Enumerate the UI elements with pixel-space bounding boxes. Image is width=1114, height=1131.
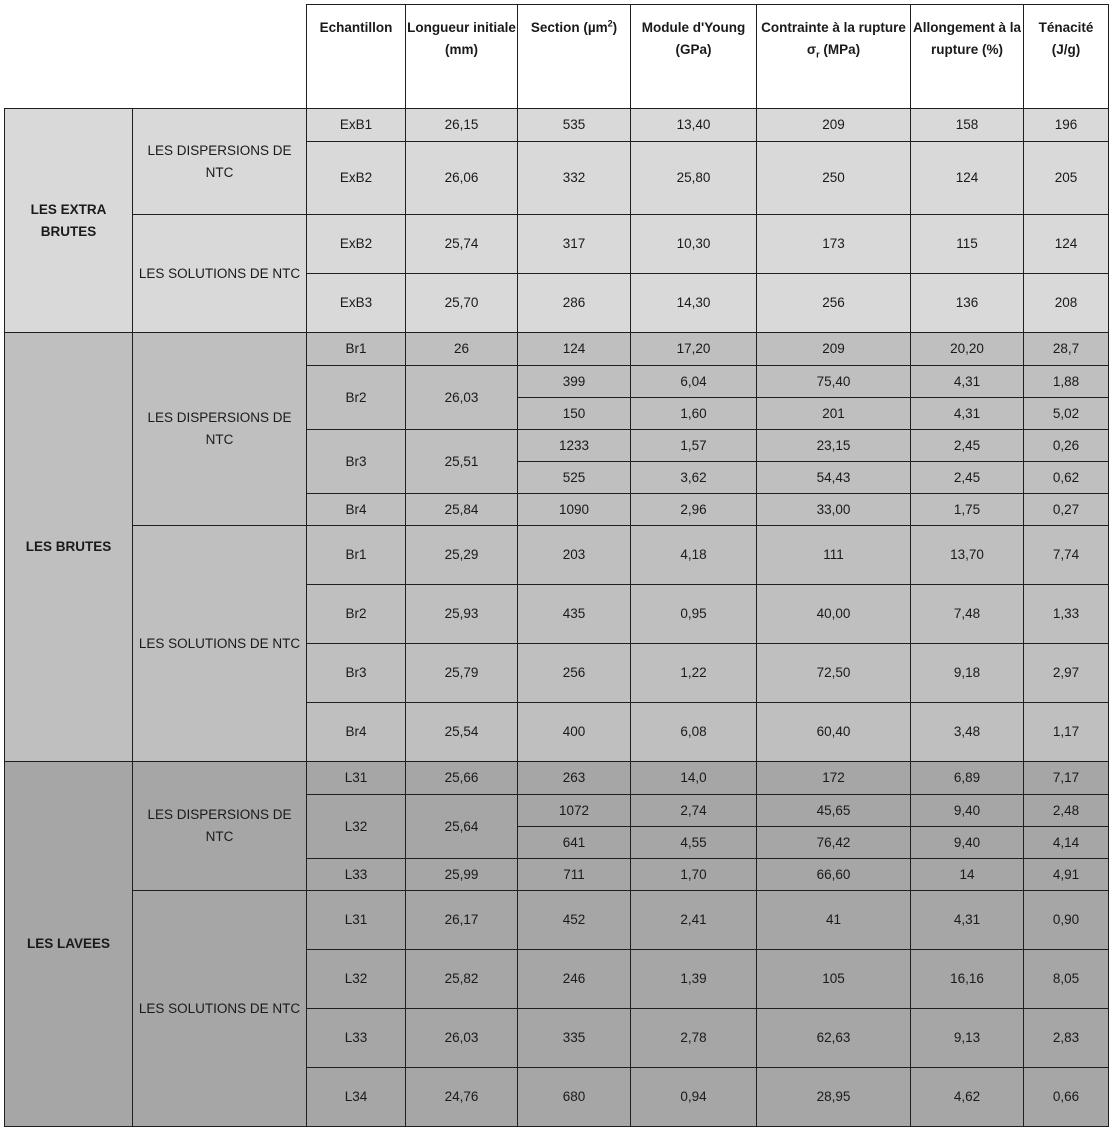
- cell-tenacite: 5,02: [1024, 398, 1109, 430]
- cell-echantillon: Br3: [307, 644, 406, 703]
- cell-tenacite: 0,27: [1024, 494, 1109, 526]
- cell-module: 0,95: [631, 585, 757, 644]
- cell-section: 452: [518, 891, 631, 950]
- cell-longueur: 25,93: [406, 585, 518, 644]
- subgroup-label: LES SOLUTIONS DE NTC: [133, 891, 307, 1127]
- cell-tenacite: 7,17: [1024, 762, 1109, 795]
- cell-echantillon: L33: [307, 1009, 406, 1068]
- cell-section: 317: [518, 215, 631, 274]
- cell-echantillon: Br3: [307, 430, 406, 494]
- cell-allongement: 4,31: [911, 398, 1024, 430]
- cell-module: 4,18: [631, 526, 757, 585]
- cell-longueur: 25,51: [406, 430, 518, 494]
- subgroup-label: LES SOLUTIONS DE NTC: [133, 526, 307, 762]
- header-section: [518, 5, 631, 109]
- cell-contrainte: 45,65: [757, 795, 911, 827]
- cell-longueur: 26,17: [406, 891, 518, 950]
- cell-tenacite: 196: [1024, 109, 1109, 142]
- cell-tenacite: 28,7: [1024, 333, 1109, 366]
- cell-allongement: 4,31: [911, 366, 1024, 398]
- cell-longueur: 24,76: [406, 1068, 518, 1127]
- header-tenacite-text: Ténacité (J/g): [1038, 20, 1094, 57]
- header-row: [5, 5, 1109, 109]
- cell-tenacite: 0,62: [1024, 462, 1109, 494]
- header-section-sup: 2: [607, 18, 613, 29]
- cell-module: 6,08: [631, 703, 757, 762]
- cell-section: 256: [518, 644, 631, 703]
- table-row: [5, 526, 1109, 585]
- cell-tenacite: 205: [1024, 142, 1109, 215]
- cell-section: 680: [518, 1068, 631, 1127]
- header-echantillon-text: Echantillon: [319, 20, 393, 35]
- cell-module: 1,60: [631, 398, 757, 430]
- cell-tenacite: 1,33: [1024, 585, 1109, 644]
- cell-echantillon: Br1: [307, 526, 406, 585]
- results-table: [4, 4, 1109, 1127]
- cell-module: 25,80: [631, 142, 757, 215]
- header-contrainte-sub: r: [816, 49, 820, 60]
- group-extra-brutes: [5, 109, 1109, 333]
- cell-longueur: 25,74: [406, 215, 518, 274]
- cell-module: 2,78: [631, 1009, 757, 1068]
- cell-allongement: 9,40: [911, 795, 1024, 827]
- cell-echantillon: L32: [307, 795, 406, 859]
- cell-module: 13,40: [631, 109, 757, 142]
- header-contrainte-prefix: Contrainte à la rupture σ: [761, 20, 906, 57]
- header-longueur: [406, 5, 518, 109]
- cell-contrainte: 172: [757, 762, 911, 795]
- subgroup-label: LES DISPERSIONS DE NTC: [133, 333, 307, 526]
- cell-module: 2,96: [631, 494, 757, 526]
- cell-module: 0,94: [631, 1068, 757, 1127]
- cell-tenacite: 208: [1024, 274, 1109, 333]
- group-lavees: [5, 762, 1109, 1127]
- cell-contrainte: 62,63: [757, 1009, 911, 1068]
- header-allongement: [911, 5, 1024, 109]
- cell-allongement: 2,45: [911, 430, 1024, 462]
- cell-allongement: 20,20: [911, 333, 1024, 366]
- cell-longueur: 25,29: [406, 526, 518, 585]
- cell-section: 263: [518, 762, 631, 795]
- cell-allongement: 3,48: [911, 703, 1024, 762]
- cell-module: 1,70: [631, 859, 757, 891]
- cell-contrainte: 209: [757, 333, 911, 366]
- table-row: [5, 762, 1109, 795]
- cell-contrainte: 23,15: [757, 430, 911, 462]
- cell-contrainte: 33,00: [757, 494, 911, 526]
- cell-contrainte: 173: [757, 215, 911, 274]
- table-row: [5, 215, 1109, 274]
- header-tenacite: [1024, 5, 1109, 109]
- cell-echantillon: ExB1: [307, 109, 406, 142]
- cell-contrainte: 105: [757, 950, 911, 1009]
- cell-tenacite: 4,91: [1024, 859, 1109, 891]
- subgroup-label: LES DISPERSIONS DE NTC: [133, 109, 307, 215]
- cell-section: 641: [518, 827, 631, 859]
- cell-echantillon: L34: [307, 1068, 406, 1127]
- cell-allongement: 9,13: [911, 1009, 1024, 1068]
- cell-section: 1090: [518, 494, 631, 526]
- cell-tenacite: 0,66: [1024, 1068, 1109, 1127]
- header-blank: [5, 5, 307, 109]
- header-longueur-text: Longueur initiale (mm): [407, 20, 516, 57]
- cell-longueur: 26,15: [406, 109, 518, 142]
- cell-tenacite: 4,14: [1024, 827, 1109, 859]
- cell-tenacite: 2,83: [1024, 1009, 1109, 1068]
- cell-echantillon: L31: [307, 762, 406, 795]
- cell-echantillon: Br2: [307, 366, 406, 430]
- cell-section: 1233: [518, 430, 631, 462]
- cell-contrainte: 60,40: [757, 703, 911, 762]
- cell-section: 400: [518, 703, 631, 762]
- cell-module: 14,0: [631, 762, 757, 795]
- cell-tenacite: 2,97: [1024, 644, 1109, 703]
- cell-allongement: 9,18: [911, 644, 1024, 703]
- cell-allongement: 115: [911, 215, 1024, 274]
- cell-section: 286: [518, 274, 631, 333]
- header-section-suffix: ): [612, 20, 618, 35]
- cell-longueur: 25,99: [406, 859, 518, 891]
- cell-allongement: 7,48: [911, 585, 1024, 644]
- cell-module: 1,39: [631, 950, 757, 1009]
- cell-allongement: 16,16: [911, 950, 1024, 1009]
- cell-section: 535: [518, 109, 631, 142]
- cell-module: 1,57: [631, 430, 757, 462]
- cell-module: 6,04: [631, 366, 757, 398]
- cell-section: 335: [518, 1009, 631, 1068]
- cell-echantillon: Br2: [307, 585, 406, 644]
- cell-contrainte: 54,43: [757, 462, 911, 494]
- cell-section: 150: [518, 398, 631, 430]
- cell-longueur: 25,79: [406, 644, 518, 703]
- table-row: [5, 109, 1109, 142]
- cell-allongement: 13,70: [911, 526, 1024, 585]
- cell-module: 17,20: [631, 333, 757, 366]
- cell-tenacite: 2,48: [1024, 795, 1109, 827]
- table-row: [5, 891, 1109, 950]
- cell-echantillon: ExB3: [307, 274, 406, 333]
- cell-module: 2,74: [631, 795, 757, 827]
- cell-module: 14,30: [631, 274, 757, 333]
- cell-module: 4,55: [631, 827, 757, 859]
- header-module: [631, 5, 757, 109]
- cell-longueur: 25,84: [406, 494, 518, 526]
- cell-contrainte: 28,95: [757, 1068, 911, 1127]
- cell-module: 2,41: [631, 891, 757, 950]
- header-section-unit: µm: [587, 20, 608, 35]
- subgroup-label: LES DISPERSIONS DE NTC: [133, 762, 307, 891]
- cell-tenacite: 1,88: [1024, 366, 1109, 398]
- cell-longueur: 25,70: [406, 274, 518, 333]
- cell-section: 525: [518, 462, 631, 494]
- cell-echantillon: ExB2: [307, 215, 406, 274]
- header-section-prefix: Section (: [530, 20, 588, 35]
- cell-longueur: 26,03: [406, 1009, 518, 1068]
- header-allongement-text: Allongement à la rupture (%): [912, 20, 1022, 57]
- cell-allongement: 14: [911, 859, 1024, 891]
- header-module-text: Module d'Young (GPa): [641, 20, 746, 57]
- cell-longueur: 26,03: [406, 366, 518, 430]
- cell-longueur: 25,64: [406, 795, 518, 859]
- table-row: [5, 333, 1109, 366]
- cell-longueur: 25,66: [406, 762, 518, 795]
- cell-contrainte: 66,60: [757, 859, 911, 891]
- cell-longueur: 25,54: [406, 703, 518, 762]
- cell-echantillon: L31: [307, 891, 406, 950]
- cell-tenacite: 124: [1024, 215, 1109, 274]
- cell-echantillon: Br4: [307, 703, 406, 762]
- cell-module: 1,22: [631, 644, 757, 703]
- cell-echantillon: ExB2: [307, 142, 406, 215]
- cell-contrainte: 76,42: [757, 827, 911, 859]
- cell-echantillon: L32: [307, 950, 406, 1009]
- cell-allongement: 124: [911, 142, 1024, 215]
- cell-contrainte: 250: [757, 142, 911, 215]
- cell-longueur: 26,06: [406, 142, 518, 215]
- group-brutes: [5, 333, 1109, 762]
- cell-contrainte: 40,00: [757, 585, 911, 644]
- cell-allongement: 4,62: [911, 1068, 1024, 1127]
- header-echantillon: [307, 5, 406, 109]
- cell-section: 399: [518, 366, 631, 398]
- cell-section: 203: [518, 526, 631, 585]
- group-label: LES BRUTES: [5, 333, 133, 762]
- cell-section: 435: [518, 585, 631, 644]
- group-label: LES LAVEES: [5, 762, 133, 1127]
- cell-section: 246: [518, 950, 631, 1009]
- cell-echantillon: Br4: [307, 494, 406, 526]
- cell-allongement: 136: [911, 274, 1024, 333]
- cell-allongement: 4,31: [911, 891, 1024, 950]
- cell-echantillon: L33: [307, 859, 406, 891]
- cell-tenacite: 8,05: [1024, 950, 1109, 1009]
- cell-longueur: 25,82: [406, 950, 518, 1009]
- cell-section: 124: [518, 333, 631, 366]
- cell-contrainte: 72,50: [757, 644, 911, 703]
- header-contrainte-suffix: (MPa): [819, 42, 861, 57]
- cell-module: 3,62: [631, 462, 757, 494]
- cell-contrainte: 209: [757, 109, 911, 142]
- cell-tenacite: 0,26: [1024, 430, 1109, 462]
- group-label: LES EXTRA BRUTES: [5, 109, 133, 333]
- cell-section: 332: [518, 142, 631, 215]
- subgroup-label: LES SOLUTIONS DE NTC: [133, 215, 307, 333]
- cell-section: 1072: [518, 795, 631, 827]
- cell-section: 711: [518, 859, 631, 891]
- cell-contrainte: 256: [757, 274, 911, 333]
- header-contrainte: [757, 5, 911, 109]
- cell-contrainte: 201: [757, 398, 911, 430]
- cell-contrainte: 111: [757, 526, 911, 585]
- cell-contrainte: 75,40: [757, 366, 911, 398]
- cell-echantillon: Br1: [307, 333, 406, 366]
- cell-allongement: 2,45: [911, 462, 1024, 494]
- cell-allongement: 6,89: [911, 762, 1024, 795]
- cell-contrainte: 41: [757, 891, 911, 950]
- cell-allongement: 1,75: [911, 494, 1024, 526]
- cell-module: 10,30: [631, 215, 757, 274]
- cell-allongement: 158: [911, 109, 1024, 142]
- cell-longueur: 26: [406, 333, 518, 366]
- cell-allongement: 9,40: [911, 827, 1024, 859]
- cell-tenacite: 0,90: [1024, 891, 1109, 950]
- cell-tenacite: 1,17: [1024, 703, 1109, 762]
- cell-tenacite: 7,74: [1024, 526, 1109, 585]
